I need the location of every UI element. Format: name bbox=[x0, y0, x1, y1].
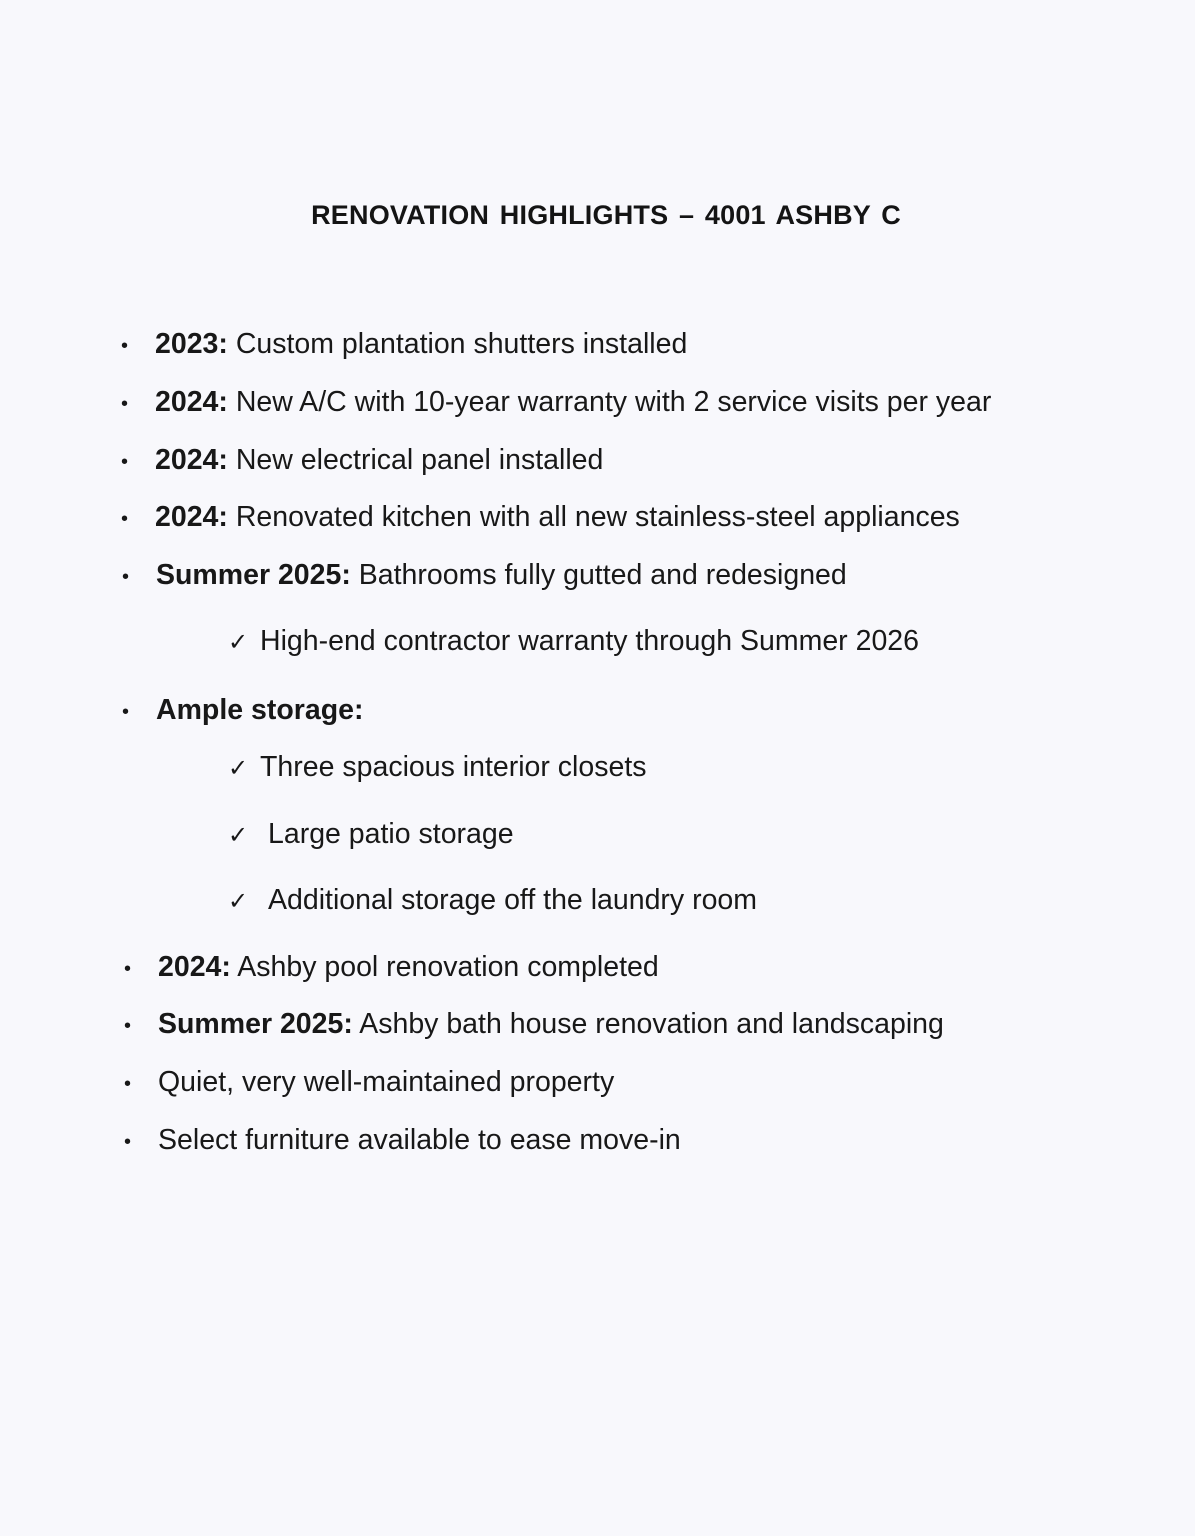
list-item bbox=[124, 1124, 681, 1157]
sub-item bbox=[228, 625, 919, 658]
item-text: Bathrooms fully gutted and redesigned bbox=[350, 559, 847, 591]
sub-item-text: Three spacious interior closets bbox=[260, 751, 647, 783]
sub-item-text: High-end contractor warranty through Summer 2026 bbox=[260, 625, 919, 657]
item-label: 2024: bbox=[155, 444, 228, 476]
item-text: New A/C with 10-year warranty with 2 service visits per year bbox=[227, 386, 992, 418]
checkmark-icon: ✓ bbox=[228, 755, 249, 782]
item-text: New electrical panel installed bbox=[227, 444, 604, 476]
bullet-icon: • bbox=[122, 701, 130, 723]
item-text: Ashby pool renovation completed bbox=[230, 951, 659, 983]
item-label: 2023: bbox=[155, 328, 228, 360]
item-text: Quiet, very well-maintained property bbox=[158, 1066, 615, 1098]
bullet-icon: • bbox=[121, 393, 129, 415]
list-item bbox=[121, 444, 604, 477]
checkmark-icon: ✓ bbox=[228, 888, 249, 915]
sub-item-text: Large patio storage bbox=[268, 818, 514, 850]
bullet-icon: • bbox=[124, 1131, 132, 1153]
item-label: Summer 2025: bbox=[158, 1008, 353, 1040]
item-label: 2024: bbox=[155, 501, 228, 533]
item-text: Ashby bath house renovation and landscaping bbox=[352, 1008, 944, 1040]
item-label: Summer 2025: bbox=[156, 559, 351, 591]
sub-item bbox=[228, 751, 647, 784]
item-label: 2024: bbox=[158, 951, 231, 983]
list-item bbox=[121, 328, 688, 361]
list-item bbox=[122, 559, 847, 592]
item-label: Ample storage: bbox=[156, 694, 364, 726]
list-item bbox=[121, 386, 992, 419]
bullet-icon: • bbox=[122, 566, 130, 588]
bullet-icon: • bbox=[121, 508, 129, 530]
item-text: Select furniture available to ease move-in bbox=[158, 1124, 681, 1156]
document-title: RENOVATION HIGHLIGHTS – 4001 ASHBY C bbox=[311, 200, 901, 230]
item-text: Renovated kitchen with all new stainless-steel appliances bbox=[227, 501, 960, 533]
sub-item bbox=[228, 818, 514, 851]
list-item bbox=[124, 1008, 944, 1041]
bullet-icon: • bbox=[124, 1073, 132, 1095]
checkmark-icon: ✓ bbox=[228, 629, 249, 656]
bullet-icon: • bbox=[124, 958, 132, 980]
item-text: Custom plantation shutters installed bbox=[227, 328, 688, 360]
sub-item bbox=[228, 884, 757, 917]
bullet-icon: • bbox=[121, 335, 129, 357]
list-item bbox=[122, 694, 364, 727]
list-item bbox=[124, 951, 659, 984]
bullet-icon: • bbox=[124, 1015, 132, 1037]
sub-item-text: Additional storage off the laundry room bbox=[268, 884, 758, 916]
bullet-icon: • bbox=[121, 451, 129, 473]
list-item bbox=[124, 1066, 615, 1099]
checkmark-icon: ✓ bbox=[228, 822, 249, 849]
item-label: 2024: bbox=[155, 386, 228, 418]
list-item bbox=[121, 501, 960, 534]
